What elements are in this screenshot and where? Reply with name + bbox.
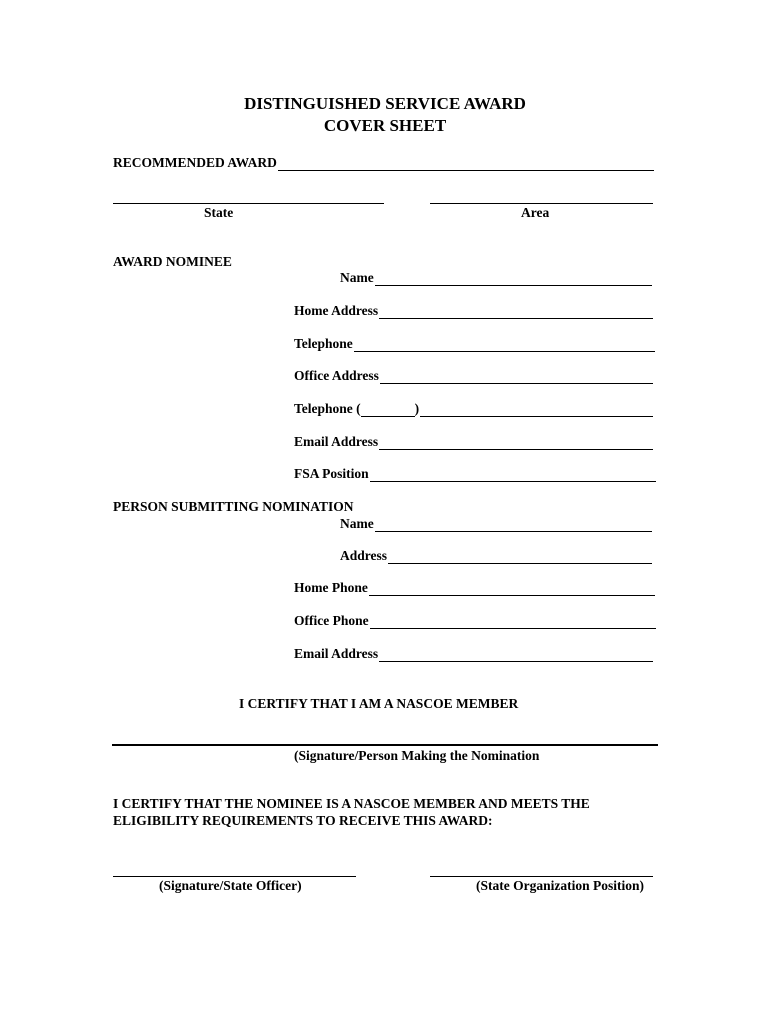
- nominee-fsa-position-field[interactable]: [294, 466, 656, 482]
- nominee-home-address-label: Home Address: [294, 303, 379, 318]
- nominee-name-blank[interactable]: [375, 273, 652, 286]
- state-officer-signature-blank[interactable]: [113, 876, 356, 877]
- nominee-office-telephone-label: Telephone (: [294, 401, 361, 416]
- submitter-name-blank[interactable]: [375, 519, 652, 532]
- award-nominee-heading: AWARD NOMINEE: [113, 254, 232, 269]
- state-blank[interactable]: [113, 203, 384, 204]
- area-blank[interactable]: [430, 203, 653, 204]
- nominator-signature-blank[interactable]: [112, 744, 658, 746]
- submitter-email-field[interactable]: [294, 646, 653, 662]
- submitter-name-field[interactable]: [340, 516, 652, 532]
- submitter-address-field[interactable]: [340, 548, 652, 564]
- nominee-telephone-label: Telephone: [294, 336, 353, 351]
- submitter-home-phone-field[interactable]: [294, 580, 655, 596]
- state-officer-signature-caption: (Signature/State Officer): [159, 878, 302, 893]
- nominee-office-telephone-field[interactable]: [294, 401, 653, 417]
- nominee-name-label: Name: [340, 270, 374, 285]
- nominee-telephone-blank[interactable]: [354, 339, 655, 352]
- submitter-home-phone-blank[interactable]: [369, 583, 655, 596]
- recommended-award-blank[interactable]: [278, 158, 654, 171]
- area-code-close-paren: ): [414, 401, 420, 416]
- submitter-office-phone-label: Office Phone: [294, 613, 369, 628]
- nominee-fsa-position-label: FSA Position: [294, 466, 369, 481]
- certify-member-statement: I CERTIFY THAT I AM A NASCOE MEMBER: [239, 696, 519, 711]
- nominee-home-address-blank[interactable]: [379, 306, 653, 319]
- submitter-email-label: Email Address: [294, 646, 379, 661]
- nominee-home-address-field[interactable]: [294, 303, 653, 319]
- state-label: State: [204, 205, 234, 220]
- recommended-award-field[interactable]: [113, 155, 654, 171]
- submitter-home-phone-label: Home Phone: [294, 580, 368, 595]
- state-org-position-caption: (State Organization Position): [476, 878, 644, 893]
- submitter-address-blank[interactable]: [388, 551, 652, 564]
- area-label: Area: [521, 205, 550, 220]
- document-title: DISTINGUISHED SERVICE AWARD: [244, 94, 526, 113]
- submitter-address-label: Address: [340, 548, 388, 563]
- submitter-name-label: Name: [340, 516, 374, 531]
- nominee-office-address-field[interactable]: [294, 368, 653, 384]
- nominee-office-telephone-blank[interactable]: [420, 404, 653, 417]
- certify-nominee-line1: I CERTIFY THAT THE NOMINEE IS A NASCOE MEMBER AND MEETS THE: [113, 796, 590, 811]
- submitter-office-phone-blank[interactable]: [370, 616, 656, 629]
- nominee-office-address-label: Office Address: [294, 368, 379, 383]
- nominee-telephone-field[interactable]: [294, 336, 655, 352]
- recommended-award-label: RECOMMENDED AWARD: [113, 155, 277, 170]
- nominee-fsa-position-blank[interactable]: [370, 469, 656, 482]
- submitter-office-phone-field[interactable]: [294, 613, 656, 629]
- nominator-signature-caption: (Signature/Person Making the Nomination: [294, 748, 540, 763]
- submitter-heading: PERSON SUBMITTING NOMINATION: [113, 499, 354, 514]
- certify-nominee-line2: ELIGIBILITY REQUIREMENTS TO RECEIVE THIS AWARD:: [113, 813, 493, 828]
- nominee-email-blank[interactable]: [379, 437, 653, 450]
- document-subtitle: COVER SHEET: [323, 116, 447, 135]
- nominee-office-address-blank[interactable]: [380, 371, 653, 384]
- area-code-blank[interactable]: [361, 404, 415, 417]
- nominee-name-field[interactable]: [340, 270, 652, 286]
- nominee-email-label: Email Address: [294, 434, 379, 449]
- nominee-email-field[interactable]: [294, 434, 653, 450]
- state-org-position-blank[interactable]: [430, 876, 653, 877]
- submitter-email-blank[interactable]: [379, 649, 653, 662]
